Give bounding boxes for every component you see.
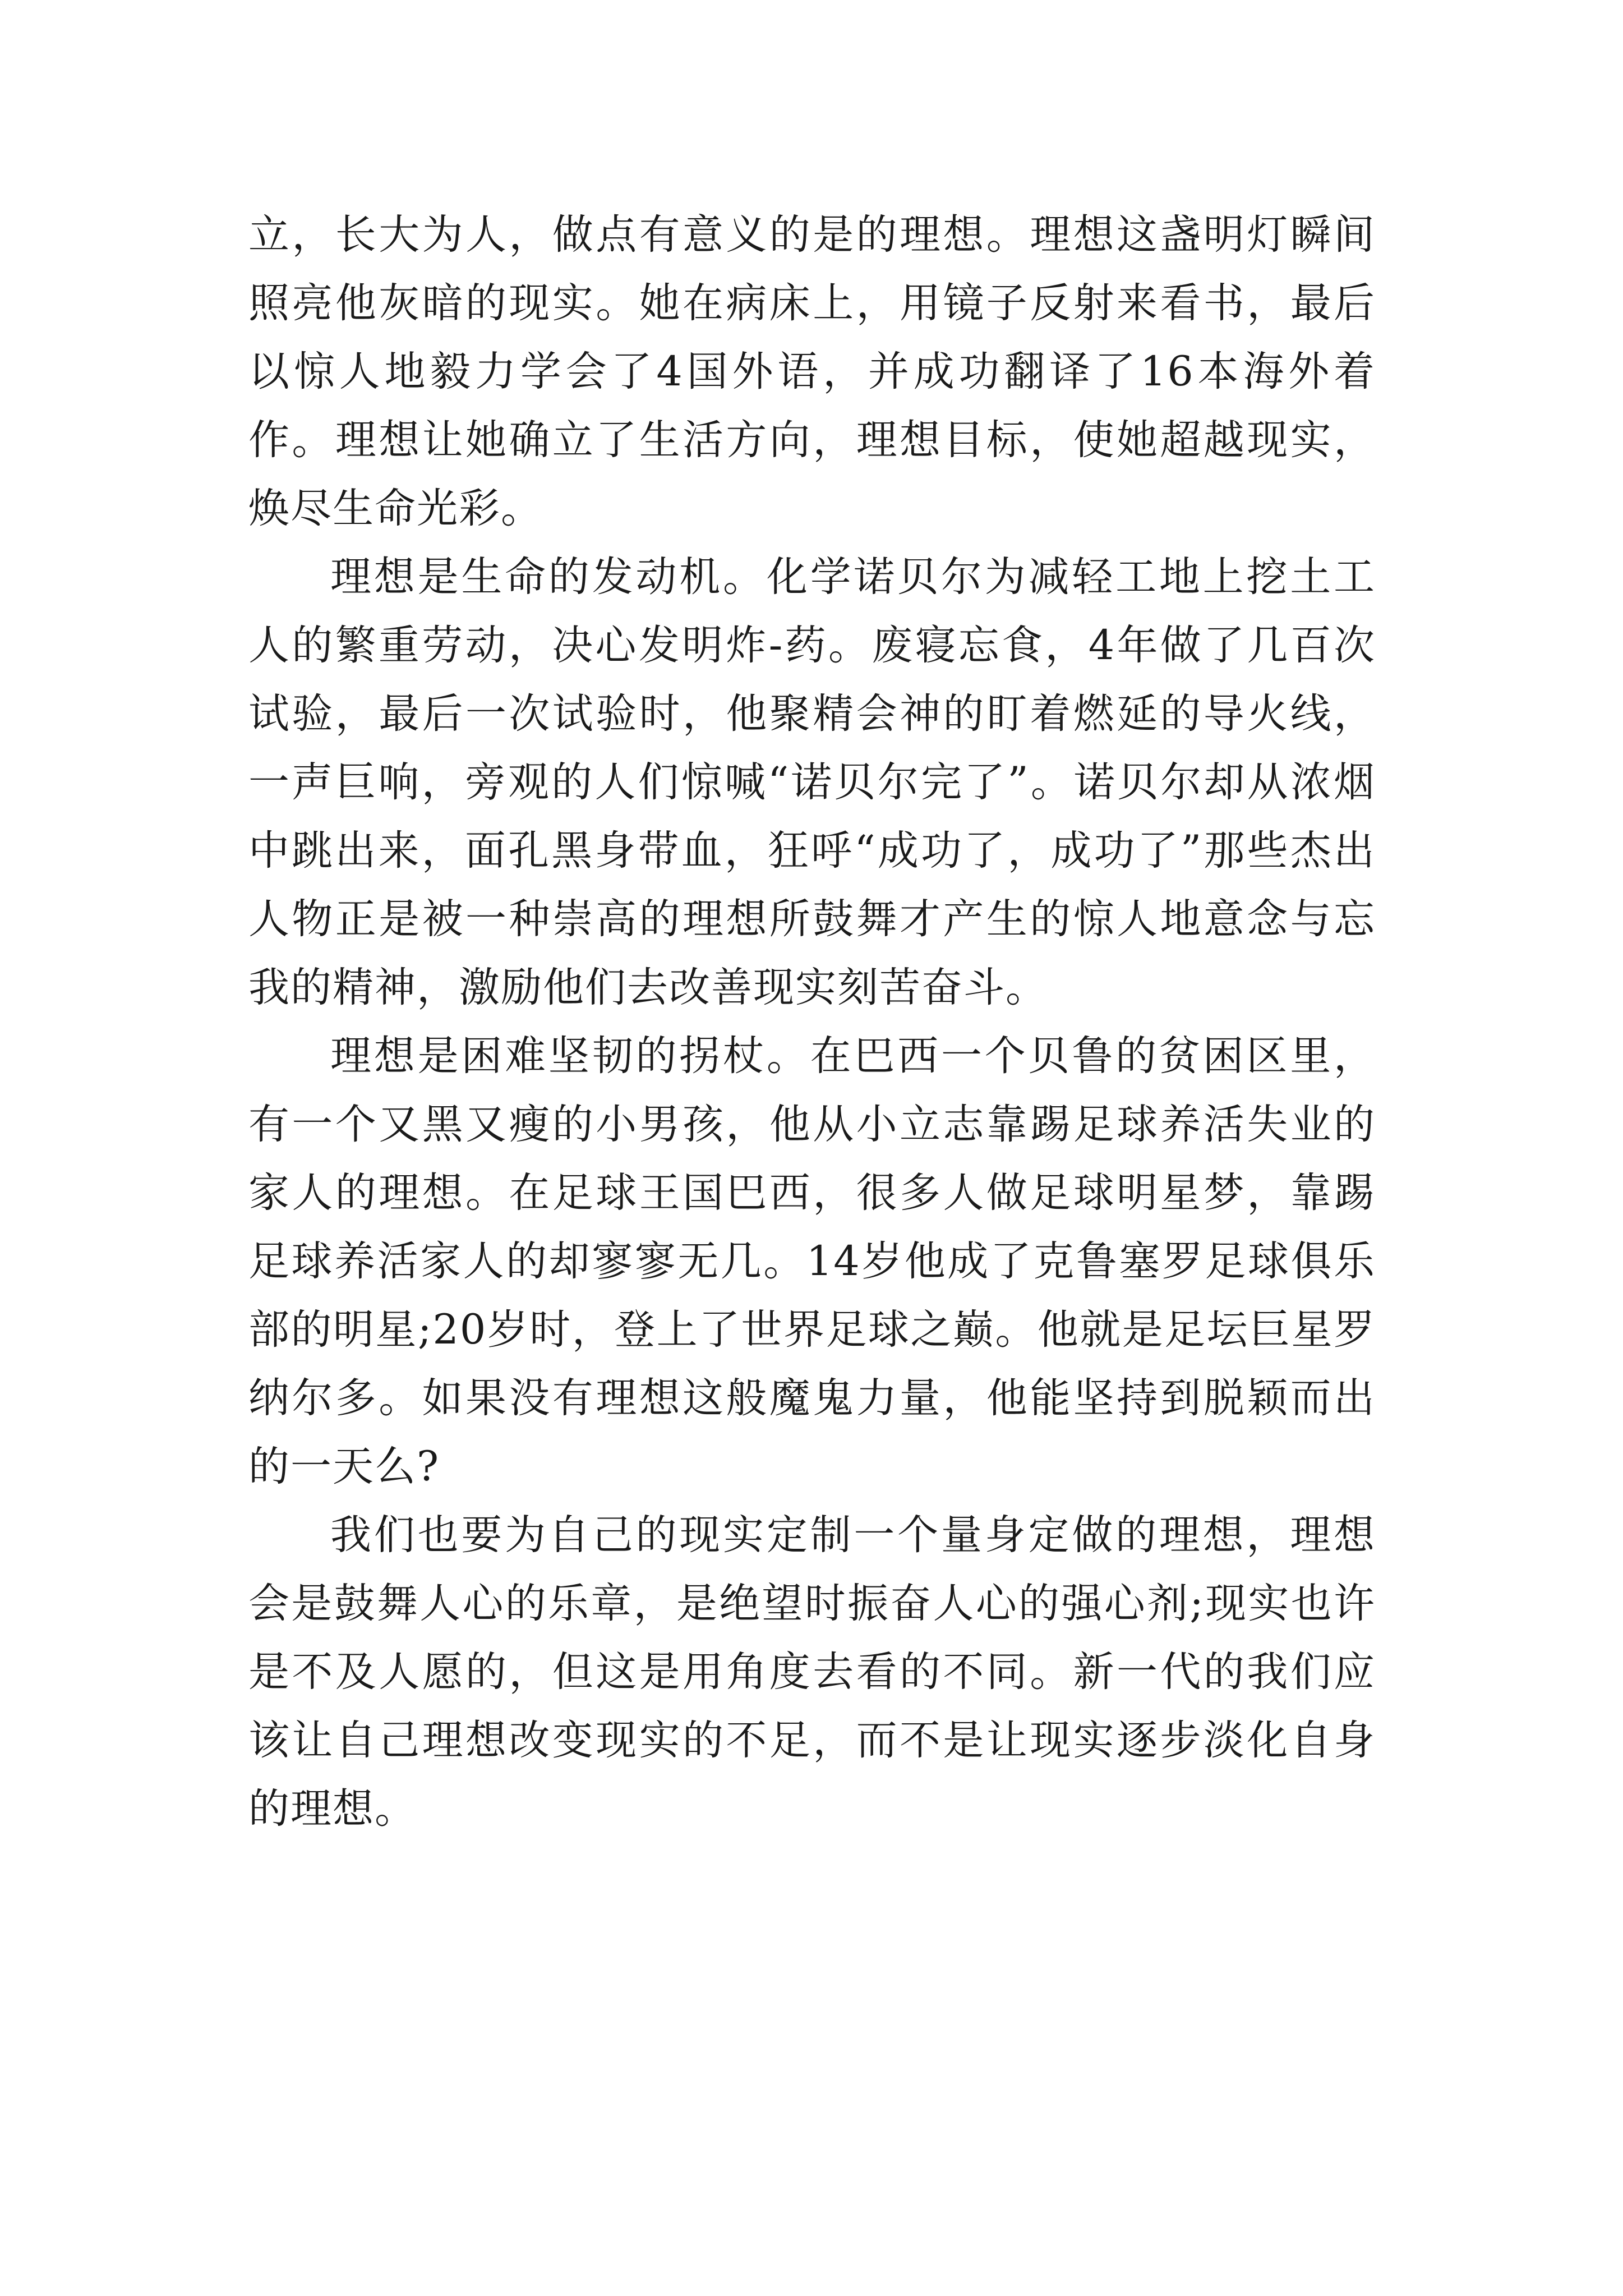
- paragraph-1: 立，长大为人，做点有意义的是的理想。理想这盏明灯瞬间照亮他灰暗的现实。她在病床上，用镜子反射来看书，最后以惊人地毅力学会了4国外语，并成功翻译了16本海外着作。理想让她确立了生活方向，理想目标，使她超越现实，焕尽生命光彩。: [248, 211, 1376, 532]
- paragraph-3: 理想是困难坚韧的拐杖。在巴西一个贝鲁的贫困区里，有一个又黑又瘦的小男孩，他从小立志靠踢足球养活失业的家人的理想。在足球王国巴西，很多人做足球明星梦，靠踢足球养活家人的却寥寥无几。14岁他成了克鲁塞罗足球俱乐部的明星;20岁时，登上了世界足球之巅。他就是足坛巨星罗纳尔多。如果没有理想这般魔鬼力量，他能坚持到脱颖而出的一天么?: [248, 1032, 1376, 1490]
- document-body: [248, 201, 1376, 1843]
- paragraph-4: 我们也要为自己的现实定制一个量身定做的理想，理想会是鼓舞人心的乐章，是绝望时振奋人心的强心剂;现实也许是不及人愿的，但这是用角度去看的不同。新一代的我们应该让自己理想改变现实的不足，而不是让现实逐步淡化自身的理想。: [248, 1511, 1376, 1833]
- paragraph-2: 理想是生命的发动机。化学诺贝尔为减轻工地上挖土工人的繁重劳动，决心发明炸-药。废寝忘食，4年做了几百次试验，最后一次试验时，他聚精会神的盯着燃延的导火线，一声巨响，旁观的人们惊喊“诺贝尔完了”。诺贝尔却从浓烟中跳出来，面孔黑身带血，狂呼“成功了，成功了”那些杰出人物正是被一种崇高的理想所鼓舞才产生的惊人地意念与忘我的精神，激励他们去改善现实刻苦奋斗。: [248, 553, 1376, 1011]
